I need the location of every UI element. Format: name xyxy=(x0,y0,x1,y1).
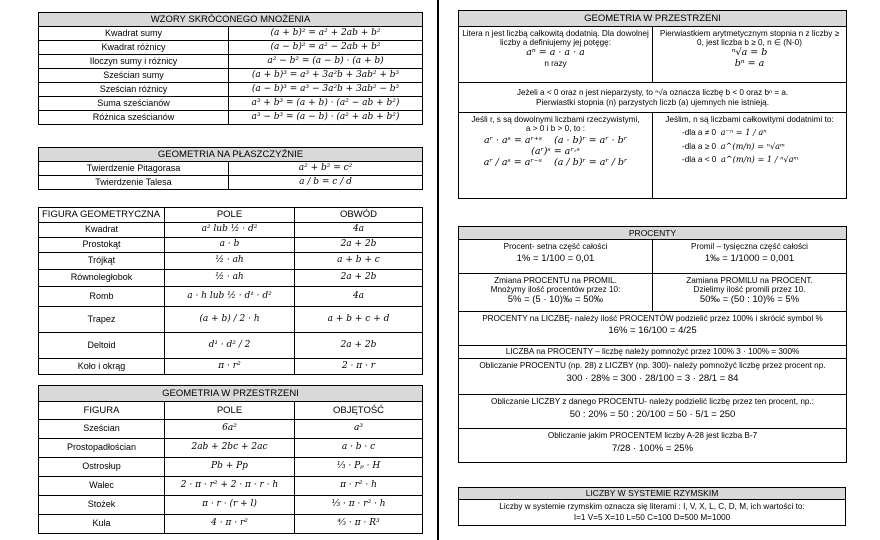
bryla-name: Sześcian xyxy=(39,420,165,439)
rzeczywiste-formula-2: (a · b)ʳ = aʳ · bʳ xyxy=(554,134,628,146)
zmiana-1-text: Mnożymy ilość procentów przez 10: xyxy=(490,285,621,295)
figura-name: Równoległobok xyxy=(39,270,165,287)
calkowite-text: Jeślim, n są liczbami całkowitymi dodatnimi to: xyxy=(665,115,834,124)
procenty-table xyxy=(458,226,847,463)
bryla-pole: 6a² xyxy=(165,420,295,439)
theorem-formula: a² + b² = c² xyxy=(229,162,423,176)
rzeczywiste-formula-5: (a / b)ʳ = aʳ / bʳ xyxy=(554,156,628,168)
pierwiastek-formula-1: ⁿ√a = b xyxy=(731,46,768,58)
column-divider xyxy=(437,0,439,540)
wzory-formula: (a + b)³ = a³ + 3a²b + 3ab² + b³ xyxy=(229,69,423,83)
plaszczyzna-title: GEOMETRIA NA PŁASZCZYŹNIE xyxy=(39,148,423,162)
potega-definition xyxy=(459,27,653,83)
przestrzen-header-objetosc: OBJĘTOŚĆ xyxy=(295,402,423,420)
potegi-title: GEOMETRIA W PRZESTRZENI xyxy=(459,11,847,27)
wzory-name: Iloczyn sumy i różnicy xyxy=(39,55,229,69)
figura-name: Trapez xyxy=(39,307,165,333)
wzory-formula: (a + b)² = a² + 2ab + b² xyxy=(229,27,423,41)
figura-name: Trójkąt xyxy=(39,253,165,270)
potega-def-note: n razy xyxy=(544,58,567,68)
wzory-formula: (a − b)² = a² − 2ab + b² xyxy=(229,41,423,55)
wzory-table xyxy=(38,12,423,125)
obliczanie-jakim-procentem xyxy=(459,429,847,463)
bryla-pole: Pb + Pp xyxy=(165,458,295,477)
promil-def-formula: 1‰ = 1/1000 = 0,001 xyxy=(704,253,795,265)
figura-pole: d¹ · d² / 2 xyxy=(165,333,295,359)
przestrzen-table xyxy=(38,385,423,534)
obliczanie-1-text: Obliczanie PROCENTU (np. 28) z LICZBY (np. 300)- należy pomnożyć liczbę przez procent np. xyxy=(479,361,826,370)
figura-pole: ½ · ah xyxy=(165,253,295,270)
figury-table xyxy=(38,207,423,375)
zmiana-1-title: Zmiana PROCENTU na PROMIL. xyxy=(494,276,617,285)
pierwiastek-text: Pierwiastkiem arytmetycznym stopnia n z liczby ≥ 0, jest liczba b ≥ 0, n ∈ (N-0) xyxy=(659,29,840,48)
przestrzen-header-pole: POLE xyxy=(165,402,295,420)
calkowite-formula-3: a^(m/n) = 1 / ⁿ√aᵐ xyxy=(720,154,799,165)
figura-pole: (a + b) / 2 · h xyxy=(165,307,295,333)
rzeczywiste-formula-3: (aʳ)ˢ = aʳ·ˢ xyxy=(531,145,580,157)
wzory-name: Kwadrat sumy xyxy=(39,27,229,41)
bryla-objetosc: a³ xyxy=(295,420,423,439)
promil-def-text: Promil – tysięczna część całości xyxy=(691,242,808,251)
wzory-name: Różnica sześcianów xyxy=(39,111,229,125)
potegi-table xyxy=(458,10,847,199)
bryla-name: Ostrosłup xyxy=(39,458,165,477)
figura-obwod: a + b + c xyxy=(295,253,423,270)
figura-name: Deltoid xyxy=(39,333,165,359)
figura-pole: a · b xyxy=(165,238,295,253)
bryla-objetosc: ⁴⁄₃ · π · R³ xyxy=(295,515,423,534)
pierwiastek-nieparzysty xyxy=(459,83,847,113)
obliczanie-3-text: Obliczanie jakim PROCENTEM liczby A-28 jest liczba B-7 xyxy=(547,431,758,440)
rzymskie-line-2: I=1 V=5 X=10 L=50 C=100 D=500 M=1000 xyxy=(573,512,731,522)
przestrzen-header-figura: FIGURA xyxy=(39,402,165,420)
bryla-name: Prostopadłościan xyxy=(39,439,165,458)
wzory-name: Sześcian różnicy xyxy=(39,83,229,97)
bryla-objetosc: ⅓ · π · r² · h xyxy=(295,496,423,515)
calkowite-formula-2: a^(m/n) = ⁿ√aᵐ xyxy=(720,140,786,151)
plaszczyzna-table xyxy=(38,147,423,190)
bryla-pole: 4 · π · r² xyxy=(165,515,295,534)
calkowite-formula-1: a⁻ⁿ = 1 / aⁿ xyxy=(720,127,767,138)
figura-pole: a · h lub ½ · d¹ · d² xyxy=(165,287,295,307)
wzory-formula: (a − b)³ = a³ − 3a²b + 3ab² − b³ xyxy=(229,83,423,97)
figura-obwod: 2a + 2b xyxy=(295,238,423,253)
bryla-objetosc: ⅓ · Pₚ · H xyxy=(295,458,423,477)
obliczanie-3-formula: 7/28 · 100% = 25% xyxy=(611,443,694,455)
theorem-formula: a / b = c / d xyxy=(229,176,423,190)
wzory-name: Kwadrat różnicy xyxy=(39,41,229,55)
nieparzysty-line-1: Jeżeli a < 0 oraz n jest nieparzysty, to ⁿ√a oznacza liczbę b < 0 oraz bⁿ = a. xyxy=(516,88,789,98)
rzeczywiste-text-1: Jeśli r, s są dowolnymi liczbami rzeczywistymi, xyxy=(471,115,640,124)
rzeczywiste-text-2: a > 0 i b > 0, to : xyxy=(525,124,586,134)
figura-obwod: 4a xyxy=(295,223,423,238)
pierwiastek-formula-2: bⁿ = a xyxy=(734,57,765,69)
figura-name: Kwadrat xyxy=(39,223,165,238)
procent-def-formula: 1% = 1/100 = 0,01 xyxy=(516,253,595,265)
rzymskie-line-1: Liczby w systemie rzymskim oznacza się literami : I, V, X, L, C, D, M, ich wartości to: xyxy=(499,502,805,511)
wzory-formula: a³ + b³ = (a + b) · (a² − ab + b²) xyxy=(229,97,423,111)
przestrzen-title: GEOMETRIA W PRZESTRZENI xyxy=(39,386,423,402)
bryla-pole: 2 · π · r² + 2 · π · r · h xyxy=(165,477,295,496)
liczba-text: PROCENTY na LICZBĘ- należy ilość PROCENTÓW podzielić przez 100% i skrócić symbol % xyxy=(482,314,823,323)
potega-def-text: Litera n jest liczbą całkowitą dodatnią. Dla dowolnej liczby a definiujemy jej potęgę: xyxy=(462,29,649,48)
figury-header-pole: POLE xyxy=(165,208,295,223)
wzory-formula: a³ − b³ = (a − b) · (a² + ab + b²) xyxy=(229,111,423,125)
calkowite-label-1: -dla a ≠ 0 xyxy=(682,128,717,138)
liczba-na-procenty: LICZBA na PROCENTY – liczbę należy pomnożyć przez 100% 3 · 100% = 300% xyxy=(459,346,847,359)
promil-na-procent xyxy=(653,274,847,312)
obliczanie-2-text: Obliczanie LICZBY z danego PROCENTU- należy podzielić liczbę przez ten procent, np.: xyxy=(491,397,814,406)
procent-na-promil xyxy=(459,274,653,312)
bryla-name: Walec xyxy=(39,477,165,496)
theorem-name: Twierdzenie Pitagorasa xyxy=(39,162,229,176)
pierwiastek-definition xyxy=(653,27,847,83)
figura-obwod: a + b + c + d xyxy=(295,307,423,333)
liczba-formula: 16% = 16/100 = 4/25 xyxy=(608,325,697,337)
theorem-name: Twierdzenie Talesa xyxy=(39,176,229,190)
figura-obwod: 2 · π · r xyxy=(295,359,423,375)
zmiana-2-text: Dzielimy ilość promili przez 10. xyxy=(693,285,806,295)
calkowite-label-3: -dla a < 0 xyxy=(682,155,717,165)
obliczanie-liczby xyxy=(459,395,847,429)
figura-obwod: 2a + 2b xyxy=(295,333,423,359)
obliczanie-procentu xyxy=(459,359,847,395)
figury-header-figura: FIGURA GEOMETRYCZNA xyxy=(39,208,165,223)
wzory-name: Sześcian sumy xyxy=(39,69,229,83)
zmiana-2-title: Zamiana PROMILU na PROCENT. xyxy=(686,276,813,285)
potegi-rzeczywiste xyxy=(459,113,653,199)
wzory-name: Suma sześcianów xyxy=(39,97,229,111)
zmiana-1-formula: 5% = (5 · 10)‰ = 50‰ xyxy=(507,293,604,305)
bryla-objetosc: a · b · c xyxy=(295,439,423,458)
figura-pole: a² lub ½ · d² xyxy=(165,223,295,238)
bryla-name: Kula xyxy=(39,515,165,534)
rzeczywiste-formula-1: aʳ · aˢ = aʳ⁺ˢ xyxy=(483,134,543,146)
procenty-na-liczbe xyxy=(459,312,847,346)
obliczanie-2-formula: 50 : 20% = 50 : 20/100 = 50 · 5/1 = 250 xyxy=(569,409,736,421)
potegi-calkowite xyxy=(653,113,847,199)
figura-obwod: 4a xyxy=(295,287,423,307)
figura-obwod: 2a + 2b xyxy=(295,270,423,287)
bryla-pole: 2ab + 2bc + 2ac xyxy=(165,439,295,458)
zmiana-2-formula: 50‰ = (50 : 10)% = 5% xyxy=(699,293,800,305)
bryla-name: Stożek xyxy=(39,496,165,515)
procenty-title: PROCENTY xyxy=(459,227,847,240)
figury-header-obwod: OBWÓD xyxy=(295,208,423,223)
rzymskie-table xyxy=(458,487,846,526)
rzymskie-content xyxy=(459,500,846,526)
figura-name: Prostokąt xyxy=(39,238,165,253)
wzory-title: WZORY SKRÓCONEGO MNOŻENIA xyxy=(39,13,423,27)
nieparzysty-line-2: Pierwiastki stopnia (n) parzystych liczb (a) ujemnych nie istnieją. xyxy=(536,97,769,107)
promil-definition xyxy=(653,240,847,274)
figura-pole: π · r² xyxy=(165,359,295,375)
potega-def-formula: aⁿ = a · a · a xyxy=(526,46,585,58)
procent-definition xyxy=(459,240,653,274)
wzory-formula: a² − b² = (a − b) · (a + b) xyxy=(229,55,423,69)
bryla-pole: π · r · (r + l) xyxy=(165,496,295,515)
rzeczywiste-formula-4: aʳ / aˢ = aʳ⁻ˢ xyxy=(483,156,542,168)
bryla-objetosc: π · r² · h xyxy=(295,477,423,496)
obliczanie-1-formula: 300 · 28% = 300 · 28/100 = 3 · 28/1 = 84 xyxy=(566,373,739,385)
procent-def-text: Procent- setna część całości xyxy=(503,242,608,251)
figura-name: Koło i okrąg xyxy=(39,359,165,375)
figura-name: Romb xyxy=(39,287,165,307)
figura-pole: ½ · ah xyxy=(165,270,295,287)
rzymskie-title: LICZBY W SYSTEMIE RZYMSKIM xyxy=(459,488,846,500)
calkowite-label-2: -dla a ≥ 0 xyxy=(682,141,717,151)
